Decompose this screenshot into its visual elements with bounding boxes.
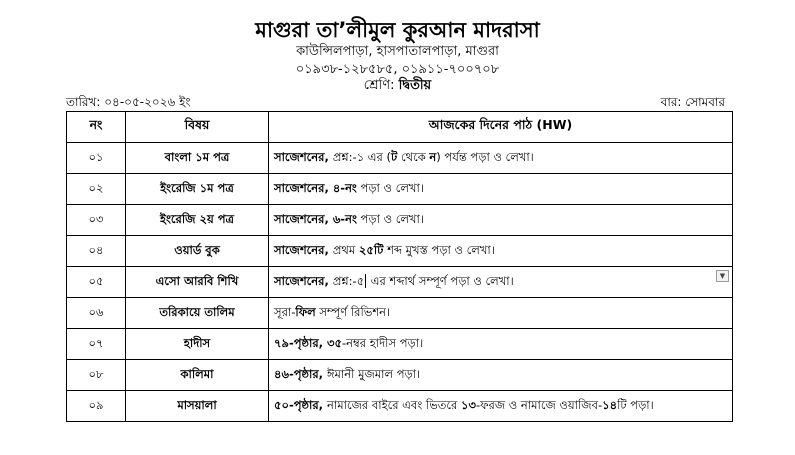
school-address: কাউন্সিলপাড়া, হাসপাতালপাড়া, মাগুরা bbox=[296, 44, 499, 59]
homework-text-segment: -ফরজ ও নামাজে ওয়াজিব- bbox=[475, 397, 603, 412]
row-number: ০৩ bbox=[67, 205, 126, 236]
header-no: নং bbox=[67, 112, 126, 143]
homework-text-segment: ২৫টি bbox=[358, 242, 384, 257]
row-homework[interactable] bbox=[269, 360, 733, 391]
class-value: দ্বিতীয় bbox=[398, 78, 432, 93]
date-text: তারিখ: ০৪-০৫-২০২৬ ইং bbox=[66, 95, 191, 109]
homework-text-segment: নামাজের বাইরে এবং ভিতরে bbox=[327, 397, 462, 412]
table-row bbox=[67, 174, 733, 205]
homework-text-segment: সাজেশনের, ৬-নং bbox=[274, 211, 357, 226]
row-subject: কালিমা bbox=[126, 360, 269, 391]
homework-text-segment: ৫০-পৃষ্ঠার, bbox=[274, 397, 328, 412]
row-number: ০৯ bbox=[67, 391, 126, 422]
homework-text-segment: ৭৯-পৃষ্ঠার, ৩৫ bbox=[274, 335, 342, 350]
row-homework[interactable] bbox=[269, 143, 733, 174]
row-subject: তরিকায়ে তালিম bbox=[126, 298, 269, 329]
homework-text-segment: সাজেশনের, bbox=[274, 242, 333, 257]
homework-text-segment: ফিল bbox=[295, 304, 316, 319]
school-phones: ০১৯৩৮-১২৮৫৮৫, ০১৯১১-৭০০৭০৮ bbox=[295, 62, 500, 77]
table-row bbox=[67, 360, 733, 391]
row-number: ০২ bbox=[67, 174, 126, 205]
homework-text-segment: ঈমানী মুজমাল পড়া। bbox=[327, 366, 421, 381]
table-row bbox=[67, 143, 733, 174]
text-cursor bbox=[365, 274, 366, 288]
homework-text-segment: প্রশ্ন:-৫ bbox=[332, 273, 365, 288]
row-subject: ইংরেজি ১ম পত্র bbox=[126, 174, 269, 205]
homework-text-segment: সাজেশনের, ৪-নং bbox=[274, 180, 357, 195]
homework-text-segment: থেকে bbox=[397, 149, 430, 164]
homework-text-segment: ৪৬-পৃষ্ঠার, bbox=[274, 366, 328, 381]
homework-text-segment: পড়া ও লেখা। bbox=[356, 211, 424, 226]
day-text: বার: সোমবার bbox=[660, 95, 725, 109]
row-number: ০৮ bbox=[67, 360, 126, 391]
row-subject: হাদীস bbox=[126, 329, 269, 360]
row-homework[interactable] bbox=[269, 329, 733, 360]
homework-text-segment: ১৩ bbox=[461, 397, 476, 412]
table-row bbox=[67, 329, 733, 360]
class-label: শ্রেণি: bbox=[363, 78, 395, 93]
table-row bbox=[67, 205, 733, 236]
row-homework[interactable] bbox=[269, 174, 733, 205]
homework-text-segment: প্রথম bbox=[332, 242, 359, 257]
homework-text-segment: সাজেশনের, bbox=[274, 273, 333, 288]
table-row bbox=[67, 236, 733, 267]
table-header-row bbox=[67, 112, 733, 143]
homework-text-segment: ) পর্যন্ত পড়া ও লেখা। bbox=[436, 149, 534, 164]
homework-text-segment: সম্পূর্ণ রিভিশন। bbox=[315, 304, 391, 319]
row-number: ০৪ bbox=[67, 236, 126, 267]
homework-text-segment: টি পড়া। bbox=[617, 397, 654, 412]
homework-text-segment: ট bbox=[391, 149, 398, 164]
homework-text-segment: শব্দ মুখস্ত পড়া ও লেখা। bbox=[383, 242, 495, 257]
row-subject: ইংরেজি ২য় পত্র bbox=[126, 205, 269, 236]
row-subject: এসো আরবি শিখি bbox=[126, 267, 269, 298]
table-row bbox=[67, 391, 733, 422]
header-homework: আজকের দিনের পাঠ (HW) bbox=[269, 112, 733, 143]
school-title: মাগুরা তা’লীমুল কুরআন মাদরাসা bbox=[255, 18, 540, 42]
row-subject: ওয়ার্ড বুক bbox=[126, 236, 269, 267]
homework-text-segment: এর শব্দার্থ সম্পূর্ণ পড়া ও লেখা। bbox=[367, 273, 514, 288]
row-number: ০৭ bbox=[67, 329, 126, 360]
row-number: ০৬ bbox=[67, 298, 126, 329]
row-homework[interactable] bbox=[269, 267, 733, 298]
row-homework[interactable] bbox=[269, 236, 733, 267]
homework-text-segment: ১৪ bbox=[602, 397, 618, 412]
table-row bbox=[67, 267, 733, 298]
homework-text-segment: পড়া ও লেখা। bbox=[356, 180, 424, 195]
row-subject: মাসয়ালা bbox=[126, 391, 269, 422]
row-number: ০১ bbox=[67, 143, 126, 174]
homework-table bbox=[66, 111, 733, 422]
homework-text-segment: -নম্বর হাদীস পড়া। bbox=[341, 335, 424, 350]
table-row bbox=[67, 298, 733, 329]
row-subject: বাংলা ১ম পত্র bbox=[126, 143, 269, 174]
row-homework[interactable] bbox=[269, 391, 733, 422]
row-homework[interactable] bbox=[269, 298, 733, 329]
homework-text-segment: সূরা- bbox=[274, 304, 296, 319]
dropdown-arrow-icon[interactable]: ▼ bbox=[716, 270, 729, 282]
row-number: ০৫ bbox=[67, 267, 126, 298]
homework-text-segment: ন bbox=[429, 149, 437, 164]
header-subject: বিষয় bbox=[126, 112, 269, 143]
row-homework[interactable] bbox=[269, 205, 733, 236]
homework-text-segment: প্রশ্ন:-১ এর ( bbox=[332, 149, 392, 164]
homework-text-segment: সাজেশনের, bbox=[274, 149, 333, 164]
